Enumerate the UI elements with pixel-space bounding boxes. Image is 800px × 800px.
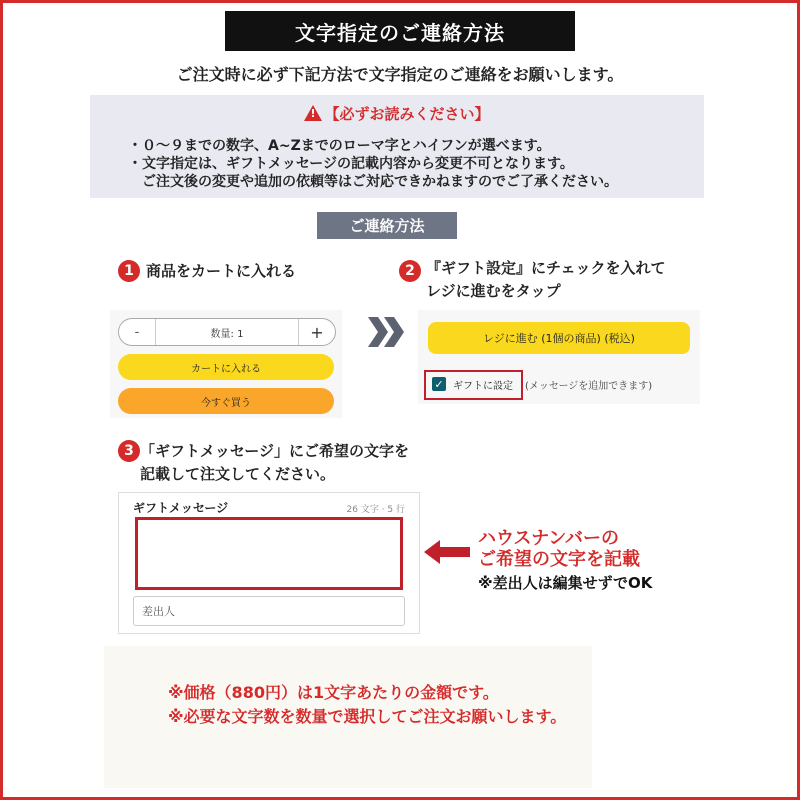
gift-setting-checkbox[interactable] [432,377,446,391]
gift-message-counter: 26 文字 · 5 行 [346,505,405,515]
callout-line2: ご希望の文字を記載 [478,549,640,570]
price-note-line2: ※必要な文字数を数量で選択してご注文お願いします。 [168,707,567,726]
arrow-left-icon [424,540,470,568]
notice-heading-text: 【必ずお読みください】 [324,105,490,123]
step-2-number: 2 [399,260,421,282]
buy-now-button[interactable]: 今すぐ買う [118,388,334,414]
step-1-number: 1 [118,260,140,282]
step-1-text: 商品をカートに入れる [146,262,297,280]
step-3-number: 3 [118,440,140,462]
notice-line: ご注文後の変更や追加の依頼等はご対応できかねますのでご了承ください。 [128,174,618,190]
quantity-minus-button[interactable]: - [119,319,156,345]
notice-line: ・０～９までの数字、A~Zまでのローマ字とハイフンが選べます。 [128,138,551,154]
page-title: 文字指定のご連絡方法 [225,11,575,51]
sender-input[interactable]: 差出人 [133,596,405,626]
quantity-stepper [118,318,336,346]
callout-note: ※差出人は編集せずでOK [478,574,653,592]
gift-message-label: ギフトメッセージ [133,501,229,515]
gift-setting-label: ギフトに設定 [453,381,513,392]
step-3-text-line2: 記載して注文してください。 [140,465,336,483]
page-subtitle: ご注文時に必ず下記方法で文字指定のご連絡をお願いします。 [176,65,624,84]
notice-box [90,95,704,198]
notice-line: ・文字指定は、ギフトメッセージの記載内容から変更不可となります。 [128,156,574,172]
gift-message-textarea[interactable] [135,517,403,590]
price-note-line1: ※価格（880円）は1文字あたりの金額です。 [168,683,499,702]
quantity-value: 数量: 1 [210,328,244,340]
add-to-cart-button[interactable]: カートに入れる [118,354,334,380]
checkout-button[interactable]: レジに進む (1個の商品) (税込) [428,322,690,354]
price-note-box [104,646,592,788]
section-tag: ご連絡方法 [317,212,457,239]
chevron-right-icon [366,315,406,353]
step-3-text-line1: 「ギフトメッセージ」にご希望の文字を [140,442,409,460]
step-2-text-line1: 『ギフト設定』にチェックを入れて [426,259,666,277]
notice-heading [90,103,704,124]
check-icon: ✓ [434,377,444,391]
quantity-plus-button[interactable]: + [298,319,335,345]
gift-message-form [118,492,420,634]
gift-setting-note: (メッセージを追加できます) [525,381,653,392]
step-2-text-line2: レジに進むをタップ [426,282,561,300]
callout-heading [478,528,640,570]
callout-line1: ハウスナンバーの [478,528,619,549]
warning-icon [304,105,322,121]
